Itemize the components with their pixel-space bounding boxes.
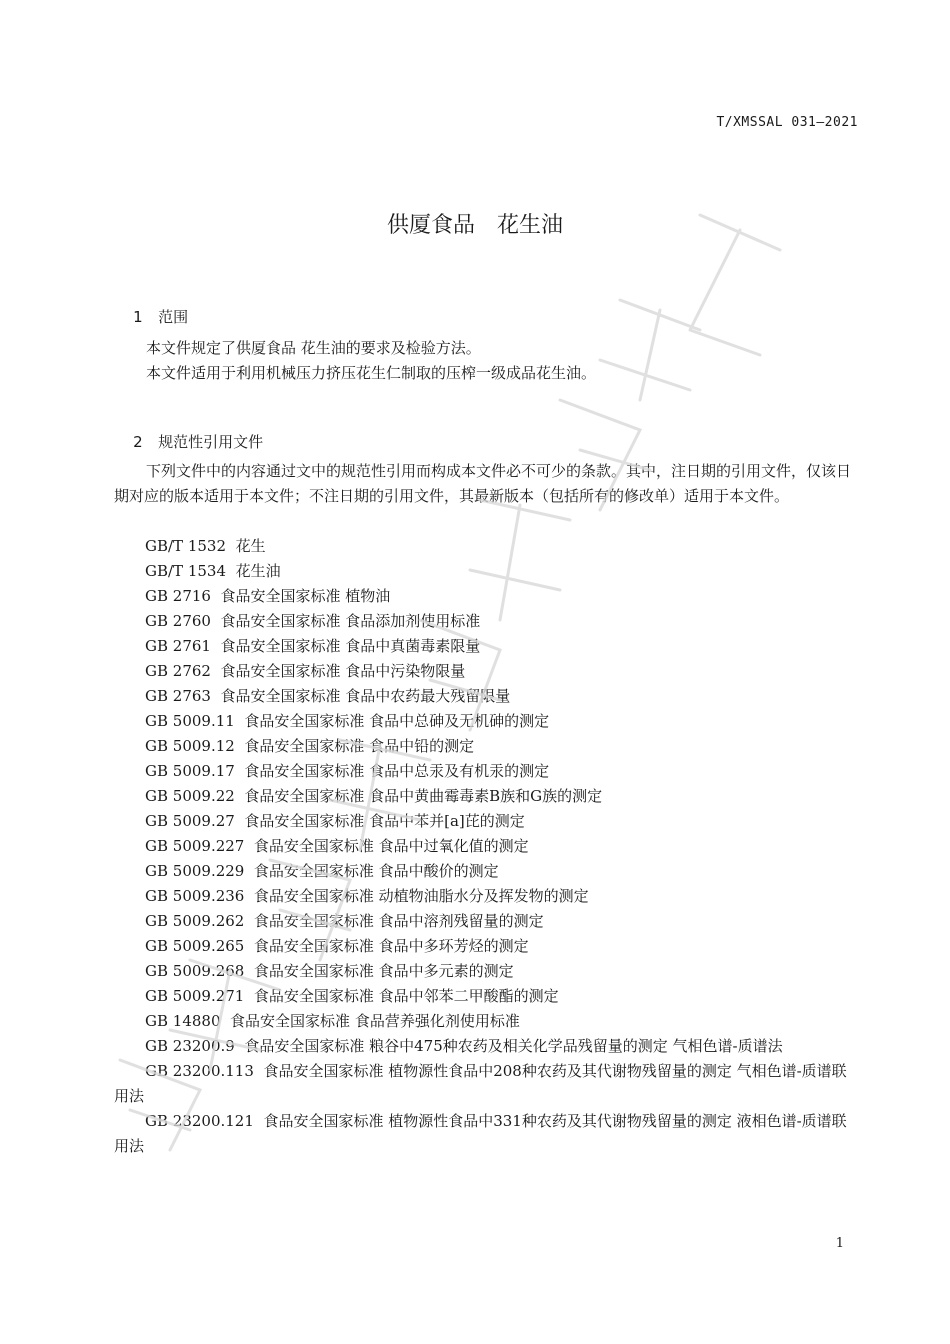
reference-title: 食品安全国家标准 动植物油脂水分及挥发物的测定 [253, 887, 589, 905]
reference-code: GB 5009.12 [145, 737, 235, 755]
reference-title: 花生 [235, 537, 266, 555]
reference-title: 食品安全国家标准 食品中黄曲霉毒素B族和G族的测定 [244, 787, 603, 805]
reference-code: GB 5009.229 [145, 862, 245, 880]
reference-title: 食品安全国家标准 食品中酸价的测定 [253, 862, 499, 880]
reference-item [114, 684, 860, 709]
reference-item [114, 734, 860, 759]
section-number: 2 [133, 433, 143, 451]
reference-title: 食品安全国家标准 粮谷中475种农药及相关化学品残留量的测定 气相色谱-质谱法 [244, 1037, 783, 1055]
reference-code: GB 2761 [145, 637, 211, 655]
reference-title: 花生油 [235, 562, 281, 580]
reference-code: GB 2760 [145, 612, 211, 630]
reference-list [114, 534, 860, 1159]
reference-item [114, 784, 860, 809]
page-number: 1 [835, 1236, 844, 1251]
section-title: 范围 [158, 308, 189, 326]
reference-code: GB 5009.268 [145, 962, 245, 980]
reference-item [114, 1034, 860, 1059]
reference-title: 食品安全国家标准 食品中苯并[a]芘的测定 [244, 812, 525, 830]
reference-code: GB 5009.22 [145, 787, 235, 805]
reference-title: 食品安全国家标准 食品中多元素的测定 [253, 962, 514, 980]
reference-item [114, 584, 860, 609]
reference-item [114, 1059, 860, 1109]
paragraph: 下列文件中的内容通过文中的规范性引用而构成本文件必不可少的条款。其中，注日期的引用文件，仅该日期对应的版本适用于本文件；不注日期的引用文件，其最新版本（包括所有的修改单）适用于本文件。 [114, 462, 852, 505]
reference-code: GB/T 1534 [145, 562, 227, 580]
reference-item [114, 559, 860, 584]
reference-code: GB 5009.262 [145, 912, 245, 930]
reference-item [114, 609, 860, 634]
reference-code: GB 5009.227 [145, 837, 245, 855]
reference-title: 食品安全国家标准 食品中过氧化值的测定 [253, 837, 529, 855]
section-title: 规范性引用文件 [158, 433, 264, 451]
reference-title: 食品安全国家标准 食品中溶剂残留量的测定 [253, 912, 544, 930]
paragraph: 本文件适用于利用机械压力挤压花生仁制取的压榨一级成品花生油。 [146, 364, 597, 382]
reference-item [114, 634, 860, 659]
reference-title: 食品安全国家标准 食品中邻苯二甲酸酯的测定 [253, 987, 559, 1005]
reference-item [114, 884, 860, 909]
reference-item [114, 959, 860, 984]
paragraph: 本文件规定了供厦食品 花生油的要求及检验方法。 [146, 339, 481, 357]
reference-code: GB 5009.27 [145, 812, 235, 830]
reference-code: GB 2716 [145, 587, 211, 605]
reference-title: 食品安全国家标准 食品营养强化剂使用标准 [230, 1012, 520, 1030]
reference-title: 食品安全国家标准 植物源性食品中331种农药及其代谢物残留量的测定 液相色谱-质谱联用法 [114, 1112, 847, 1155]
reference-code: GB 2762 [145, 662, 211, 680]
reference-item [114, 534, 860, 559]
document-title: 供厦食品 花生油 [386, 213, 563, 238]
reference-item [114, 809, 860, 834]
reference-item [114, 1009, 860, 1034]
reference-code: GB 5009.271 [145, 987, 245, 1005]
reference-title: 食品安全国家标准 食品添加剂使用标准 [220, 612, 481, 630]
reference-code: GB/T 1532 [145, 537, 227, 555]
reference-title: 食品安全国家标准 食品中铅的测定 [244, 737, 475, 755]
reference-item [114, 759, 860, 784]
reference-code: GB 23200.9 [145, 1037, 235, 1055]
reference-code: GB 2763 [145, 687, 211, 705]
reference-item [114, 834, 860, 859]
reference-code: GB 23200.121 [145, 1112, 254, 1130]
reference-title: 食品安全国家标准 食品中总汞及有机汞的测定 [244, 762, 550, 780]
reference-title: 食品安全国家标准 食品中多环芳烃的测定 [253, 937, 529, 955]
reference-code: GB 5009.17 [145, 762, 235, 780]
reference-title: 食品安全国家标准 植物油 [220, 587, 391, 605]
section-number: 1 [133, 308, 143, 326]
reference-code: GB 5009.11 [145, 712, 235, 730]
scope-body [114, 336, 860, 386]
reference-title: 食品安全国家标准 食品中污染物限量 [220, 662, 466, 680]
reference-item [114, 1109, 860, 1159]
reference-title: 食品安全国家标准 食品中总砷及无机砷的测定 [244, 712, 550, 730]
reference-item [114, 934, 860, 959]
reference-title: 食品安全国家标准 食品中农药最大残留限量 [220, 687, 511, 705]
reference-item [114, 859, 860, 884]
reference-title: 食品安全国家标准 食品中真菌毒素限量 [220, 637, 481, 655]
reference-item [114, 984, 860, 1009]
reference-item [114, 909, 860, 934]
reference-item [114, 709, 860, 734]
document-code: T/XMSSAL 031—2021 [716, 115, 858, 130]
reference-code: GB 23200.113 [145, 1062, 254, 1080]
reference-code: GB 14880 [145, 1012, 221, 1030]
reference-code: GB 5009.265 [145, 937, 245, 955]
reference-title: 食品安全国家标准 植物源性食品中208种农药及其代谢物残留量的测定 气相色谱-质谱联用法 [114, 1062, 847, 1105]
reference-code: GB 5009.236 [145, 887, 245, 905]
reference-item [114, 659, 860, 684]
references-intro [114, 459, 860, 509]
